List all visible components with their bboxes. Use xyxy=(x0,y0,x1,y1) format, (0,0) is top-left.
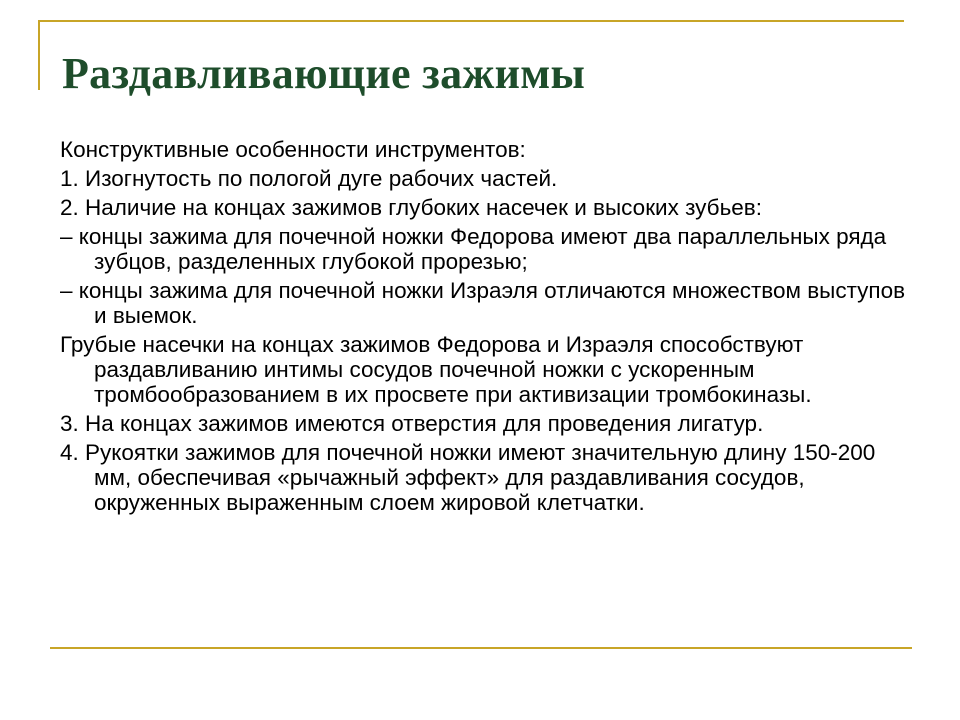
frame-bottom-rule xyxy=(50,647,912,649)
body-paragraph: 4. Рукоятки зажимов для почечной ножки имеют значительную длину 150-200 мм, обеспечивая «рычажный эффект» для раздавливания сосудов, окруженных выраженным слоем жировой клетчатки. xyxy=(60,440,876,515)
slide-title: Раздавливающие зажимы xyxy=(62,49,586,98)
body-paragraph: Грубые насечки на концах зажимов Федорова и Израэля способствуют раздавливанию интимы сосудов почечной ножки с ускоренным тромбообразованием в их просвете при активизации тромбокиназы. xyxy=(60,332,812,407)
body-paragraph: 1. Изогнутость по пологой дуге рабочих частей. xyxy=(60,166,558,191)
slide-body xyxy=(60,137,910,519)
body-paragraph: 2. Наличие на концах зажимов глубоких насечек и высоких зубьев: xyxy=(60,195,763,220)
frame-left-rule xyxy=(38,20,40,90)
body-paragraph: Конструктивные особенности инструментов: xyxy=(60,137,526,162)
body-paragraph: 3. На концах зажимов имеются отверстия для проведения лигатур. xyxy=(60,411,764,436)
body-paragraph: – концы зажима для почечной ножки Федорова имеют два параллельных ряда зубцов, разделенных глубокой прорезью; xyxy=(60,224,887,274)
frame-top-rule xyxy=(40,20,904,22)
body-paragraph: – концы зажима для почечной ножки Израэля отличаются множеством выступов и выемок. xyxy=(60,278,906,328)
